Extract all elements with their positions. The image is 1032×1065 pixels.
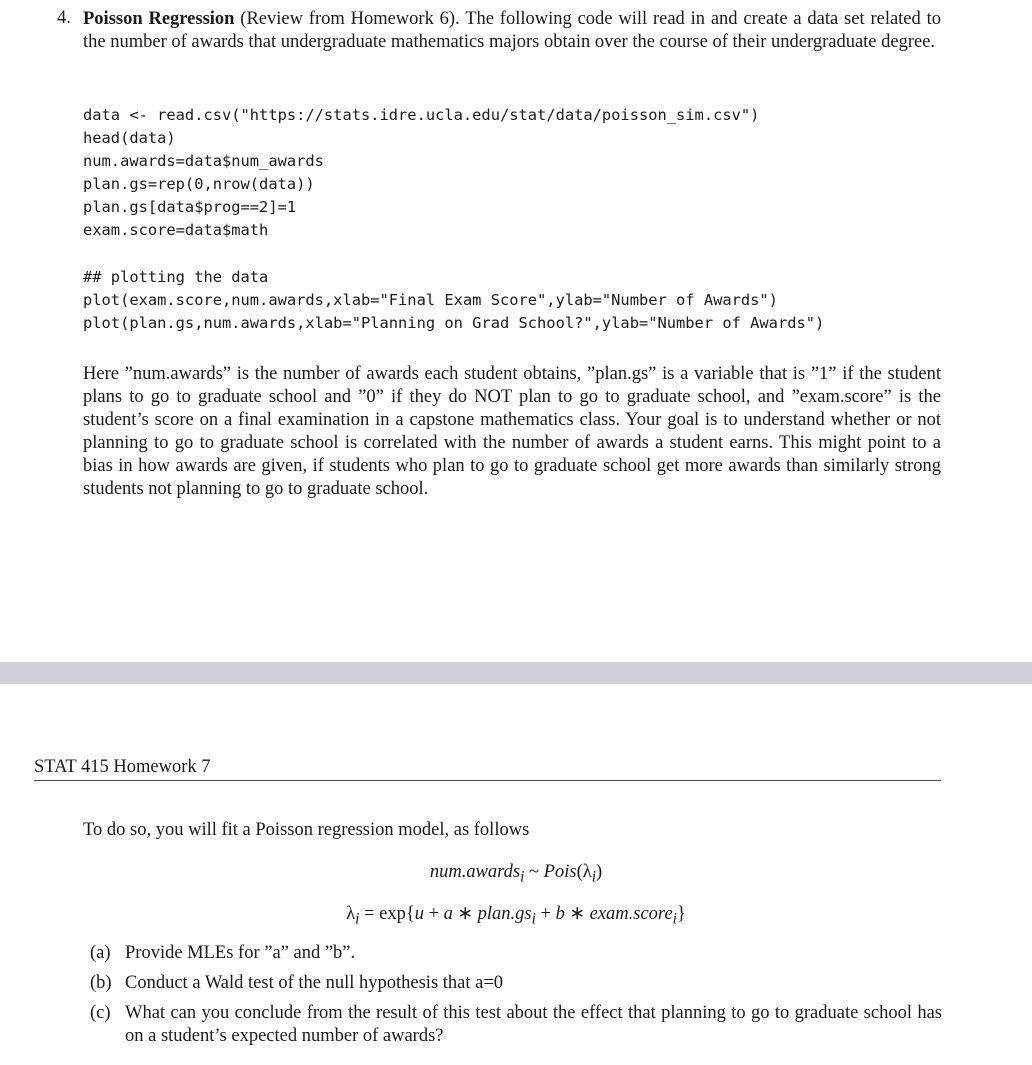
page-bottom [0,684,1032,1065]
eq-plus: + [535,904,556,924]
part-label: (b) [90,973,112,993]
running-header: STAT 415 Homework 7 [34,757,211,777]
part-text: Conduct a Wald test of the null hypothesis that a=0 [125,973,504,993]
equation-link-function [0,903,1032,929]
eq-paren: ) [595,862,603,882]
code-line: exam.score=data$math [83,221,269,240]
code-line: num.awards=data$num_awards [83,152,324,171]
eq-subscript: i [531,910,536,928]
explanation-paragraph: Here ”num.awards” is the number of awards each student obtains, ”plan.gs” is a variable that is ”1” if the student plans to go to graduate school and ”0” if they do NOT plan to go to graduate school, and ”exam.score” is the student’s score on a final examination in a capstone mathematics class. Your goal is to understand whether or not planning to go to graduate school is correlated with the number of awards a student earns. This might point to a bias in how awards are given, if students who plan to go to graduate school get more awards than similarly strong students not planning to go to graduate school. [83,364,941,499]
eq-exam-score: exam.score [589,904,673,924]
page-separator [0,662,1032,684]
eq-b: b [555,904,565,924]
part-label: (c) [90,1003,111,1023]
eq-subscript: i [520,868,525,886]
part-text: Provide MLEs for ”a” and ”b”. [125,943,356,963]
question-part-c [90,1002,942,1048]
eq-lambda: (λ [576,862,592,882]
header-rule [34,780,941,781]
eq-times: ∗ [452,904,478,924]
question-part-b [90,972,942,995]
eq-brace: } [676,904,686,924]
code-block-plotting [83,266,824,335]
code-block-load-data [83,104,759,243]
eq-num-awards: num.awards [429,862,521,882]
model-intro: To do so, you will fit a Poisson regression model, as follows [83,820,530,840]
equation-poisson-model [0,862,1032,887]
eq-u: u [414,904,424,924]
problem-title: Poisson Regression [83,9,235,29]
part-label: (a) [90,943,111,963]
code-line: data <- read.csv("https://stats.idre.ucla.edu/stat/data/poisson_sim.csv") [83,106,760,124]
eq-exp: = exp{ [359,904,415,924]
question-parts [90,942,942,1055]
code-line: plan.gs[data$prog==2]=1 [83,198,297,217]
eq-subscript: i [591,868,596,886]
code-line: plot(plan.gs,num.awards,xlab="Planning on Grad School?",ylab="Number of Awards") [83,314,825,333]
eq-a: a [443,904,453,924]
eq-tilde: ~ [524,862,544,882]
code-line: head(data) [83,129,176,148]
eq-lambda: λ [346,904,356,924]
eq-plan-gs: plan.gs [477,904,532,924]
eq-plus: + [423,904,444,924]
part-text: What can you conclude from the result of this test about the effect that planning to go to graduate school has on a student’s expected number of awards? [125,1003,942,1046]
question-part-a [90,942,942,965]
problem-intro-text: (Review from Homework 6). The following code will read in and create a data set related to the number of awards that undergraduate mathematics majors obtain over the course of their undergraduate degree. [83,9,941,52]
eq-subscript: i [672,910,677,928]
code-line: ## plotting the data [83,268,269,286]
eq-subscript: i [355,910,360,928]
eq-pois: Pois [543,862,577,882]
code-line: plot(exam.score,num.awards,xlab="Final Exam Score",ylab="Number of Awards") [83,291,778,310]
code-line: plan.gs=rep(0,nrow(data)) [83,175,315,194]
problem-intro [83,8,941,54]
problem-number: 4. [57,8,71,28]
eq-times: ∗ [564,904,590,924]
